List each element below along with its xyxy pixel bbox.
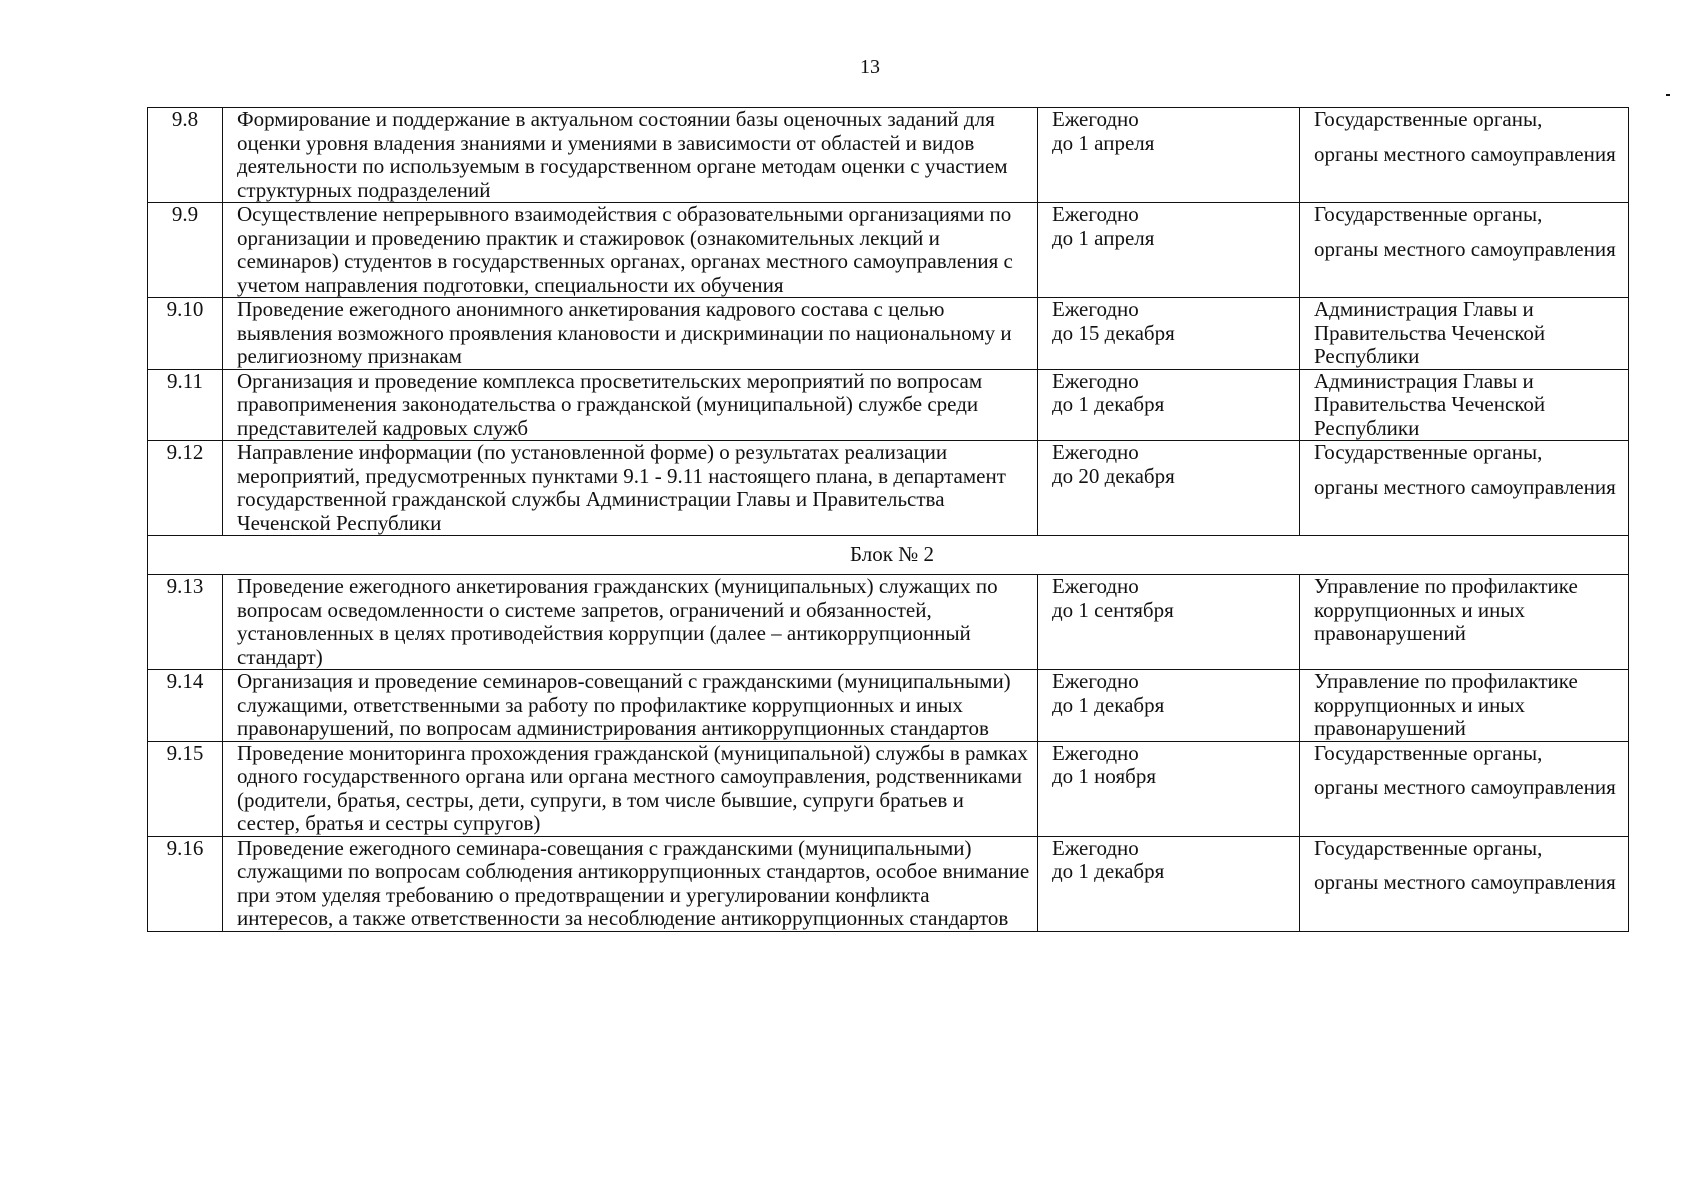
task-description: Проведение ежегодного семинара-совещания с гражданскими (муниципальными) служащими по вопросам соблюдения антикоррупционных стандартов, особое внимание при этом уделяя требованию о предотвращении и урегулировании конфликта интересов, а также ответственности за несоблюдение антикоррупционных стандартов — [223, 836, 1038, 931]
responsible-primary: Государственные органы, — [1314, 440, 1543, 464]
responsible-cell — [1300, 670, 1629, 742]
deadline-date: до 1 сентября — [1052, 597, 1174, 622]
responsible-cell — [1300, 836, 1629, 931]
plan-table — [147, 107, 1629, 932]
deadline-cell — [1038, 203, 1300, 298]
deadline-cell — [1038, 108, 1300, 203]
deadline-cell — [1038, 575, 1300, 670]
row-number: 9.11 — [148, 369, 223, 441]
responsible-cell — [1300, 441, 1629, 536]
task-description: Проведение мониторинга прохождения гражданской (муниципальной) службы в рамках одного государственного органа или органа местного самоуправления, родственниками (родители, братья, сестры, дети, супруги, в том числе бывшие, супруги братьев и сестер, братья и сестры супругов) — [223, 741, 1038, 836]
responsible-primary: Администрация Главы и Правительства Чеченской Республики — [1314, 297, 1546, 368]
task-description: Направление информации (по установленной форме) о результатах реализации мероприятий, предусмотренных пунктами 9.1 - 9.11 настоящего плана, в департамент государственной гражданской службы Администрации Главы и Правительства Чеченской Республики — [223, 441, 1038, 536]
table-row — [148, 298, 1629, 370]
deadline-date: до 1 декабря — [1052, 692, 1165, 717]
task-description: Организация и проведение комплекса просветительских мероприятий по вопросам правоприменения законодательства о гражданской (муниципальной) службе среди представителей кадровых служб — [223, 369, 1038, 441]
responsible-primary: Управление по профилактике коррупционных и иных правонарушений — [1314, 574, 1578, 645]
row-number: 9.9 — [148, 203, 223, 298]
deadline-frequency: Ежегодно — [1052, 741, 1139, 765]
deadline-frequency: Ежегодно — [1052, 669, 1139, 693]
task-description: Формирование и поддержание в актуальном состоянии базы оценочных заданий для оценки уровня владения знаниями и умениями в зависимости от областей и видов деятельности по используемым в государственном органе методам оценки с участием структурных подразделений — [223, 108, 1038, 203]
deadline-frequency: Ежегодно — [1052, 836, 1139, 860]
deadline-date: до 20 декабря — [1052, 463, 1175, 488]
deadline-date: до 1 декабря — [1052, 392, 1165, 416]
task-description: Осуществление непрерывного взаимодействия с образовательными организациями по организации и проведению практик и стажировок (ознакомительных лекций и семинаров) студентов в государственных органах, органах местного самоуправления с учетом направления подготовки, специальности их обучения — [223, 203, 1038, 298]
responsible-primary: Управление по профилактике коррупционных и иных правонарушений — [1314, 669, 1578, 740]
deadline-frequency: Ежегодно — [1052, 574, 1139, 598]
deadline-frequency: Ежегодно — [1052, 107, 1139, 131]
table-row — [148, 369, 1629, 441]
table-row — [148, 441, 1629, 536]
responsible-primary: Администрация Главы и Правительства Чеченской Республики — [1314, 369, 1546, 440]
row-number: 9.10 — [148, 298, 223, 370]
task-description: Организация и проведение семинаров-совещаний с гражданскими (муниципальными) служащими, ответственными за работу по профилактике коррупционных и иных правонарушений, по вопросам администрирования антикоррупционных стандартов — [223, 670, 1038, 742]
responsible-cell — [1300, 575, 1629, 670]
row-number: 9.14 — [148, 670, 223, 742]
table-row — [148, 836, 1629, 931]
block2-body — [148, 575, 1629, 932]
responsible-primary: Государственные органы, — [1314, 202, 1543, 226]
responsible-secondary: органы местного самоуправления — [1314, 870, 1616, 894]
deadline-date: до 1 декабря — [1052, 859, 1165, 883]
task-description: Проведение ежегодного анкетирования гражданских (муниципальных) служащих по вопросам осведомленности о системе запретов, ограничений и обязанностей, установленных в целях противодействия коррупции (далее – антикоррупционный стандарт) — [223, 575, 1038, 670]
deadline-cell — [1038, 741, 1300, 836]
responsible-cell — [1300, 298, 1629, 370]
row-number: 9.16 — [148, 836, 223, 931]
row-number: 9.12 — [148, 441, 223, 536]
edge-mark — [1666, 94, 1670, 96]
responsible-primary: Государственные органы, — [1314, 107, 1543, 131]
page-number: 13 — [860, 56, 880, 78]
deadline-cell — [1038, 441, 1300, 536]
row-number: 9.8 — [148, 108, 223, 203]
table-row — [148, 108, 1629, 203]
block1-body — [148, 108, 1629, 536]
responsible-secondary: органы местного самоуправления — [1314, 775, 1616, 799]
task-description: Проведение ежегодного анонимного анкетирования кадрового состава с целью выявления возможного проявления клановости и дискриминации по национальному и религиозному признакам — [223, 298, 1038, 370]
table-row — [148, 670, 1629, 742]
deadline-frequency: Ежегодно — [1052, 297, 1139, 321]
deadline-date: до 15 декабря — [1052, 320, 1175, 345]
responsible-secondary: органы местного самоуправления — [1314, 236, 1616, 261]
row-number: 9.15 — [148, 741, 223, 836]
deadline-frequency: Ежегодно — [1052, 369, 1139, 393]
responsible-cell — [1300, 108, 1629, 203]
table-row — [148, 203, 1629, 298]
responsible-primary: Государственные органы, — [1314, 836, 1543, 860]
deadline-cell — [1038, 836, 1300, 931]
responsible-cell — [1300, 203, 1629, 298]
table-row — [148, 741, 1629, 836]
row-number: 9.13 — [148, 575, 223, 670]
deadline-cell — [1038, 369, 1300, 441]
deadline-frequency: Ежегодно — [1052, 440, 1139, 464]
deadline-cell — [1038, 298, 1300, 370]
table-row — [148, 575, 1629, 670]
deadline-date: до 1 апреля — [1052, 130, 1155, 155]
deadline-date: до 1 апреля — [1052, 225, 1155, 250]
deadline-cell — [1038, 670, 1300, 742]
responsible-secondary: органы местного самоуправления — [1314, 141, 1616, 166]
responsible-cell — [1300, 369, 1629, 441]
deadline-date: до 1 ноября — [1052, 764, 1157, 788]
responsible-secondary: органы местного самоуправления — [1314, 474, 1616, 499]
responsible-cell — [1300, 741, 1629, 836]
responsible-primary: Государственные органы, — [1314, 741, 1543, 765]
block-title: Блок № 2 — [148, 536, 1629, 575]
block-heading-row — [148, 536, 1629, 575]
deadline-frequency: Ежегодно — [1052, 202, 1139, 226]
